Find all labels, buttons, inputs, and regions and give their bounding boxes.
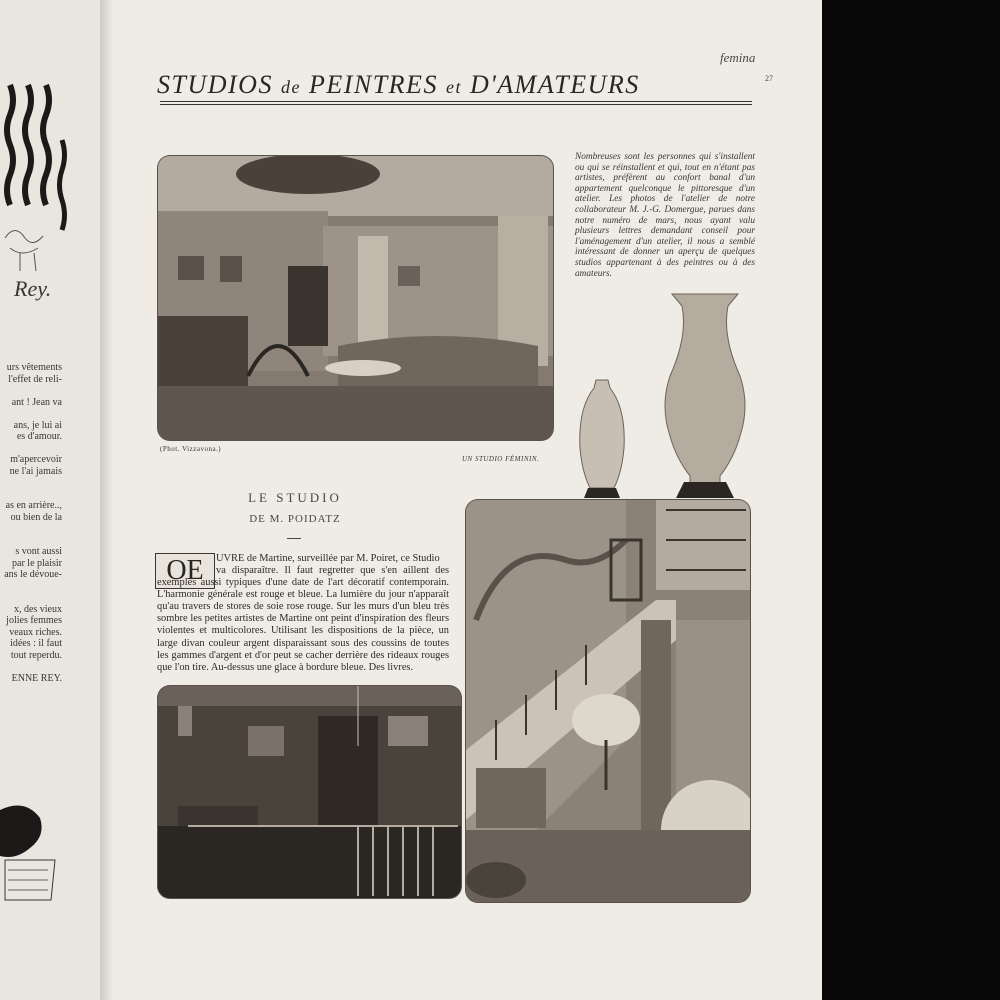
left-page-line [4, 523, 62, 535]
section-divider [287, 538, 301, 539]
title-rule [160, 104, 752, 105]
title-word: et [445, 77, 462, 97]
photo-poidatz-studio [466, 500, 750, 902]
left-page-line: x, des vieux [13, 603, 62, 615]
photo-studio-feminin [158, 156, 553, 440]
left-page-line [4, 661, 62, 673]
left-page-line: es d'amour. [16, 431, 62, 442]
left-page-line [4, 489, 62, 501]
small-vase [578, 378, 626, 500]
poidatz-room-scene [158, 686, 461, 898]
left-page-line [4, 385, 62, 397]
intro-paragraph: Nombreuses sont les personnes qui s'installent ou qui se réinstallent et qui, tout en n'étant pas artistes, préfèrent au confort banal d'un appartement quelconque le pittoresque d'un atelier. Les photos de l'atelier de notre collaborateur M. J.-G. Domergue, parues dans notre numéro de mars, nous ayant valu plusieurs lettres demandant conseil pour l'aménagement d'un atelier, il nous a semblé intéressant de donner un aperçu de quelques studios appartenant à des peintres ou à des amateurs. [575, 152, 755, 279]
left-page-line: jolies femmes [6, 615, 62, 626]
photo-poidatz-room [158, 686, 461, 898]
left-page-line: s vont aussi [15, 546, 62, 557]
photo-credit: (Phot. Vizzavona.) [160, 445, 222, 453]
left-page-line [4, 535, 62, 547]
large-vase [660, 292, 750, 502]
left-page-line: l'effet de reli- [8, 373, 62, 385]
left-page-line: idées : il faut [10, 638, 62, 649]
zigzag-illustration [0, 80, 80, 240]
left-page-line: as en arrière.., [5, 500, 62, 511]
section-heading-line2: DE M. POIDATZ [249, 513, 341, 525]
left-page-line: urs vêtements [6, 362, 62, 373]
body-text: va disparaître. Il faut regretter que s'en aillent des exemples aussi typiques d'une date de l'art décoratif contemporain. L'harmonie générale est rouge et bleue. La lumière du jour n'apparaît qu'au travers de stores de soie rose rouge. Sur les murs d'un bleu très sombre les petites artistes de Martine ont peint d'inspiration des fleurs violentes et multicolores. Utilisant les dispositions de la pièce, un large divan couleur argent disparaissant sous des coussins de toutes les gammes d'argent et d'or peut se cacher derrière des rideaux rouges que l'on tire. Au-dessus une glace à bordure bleue. Des livres. [157, 565, 449, 673]
left-page-line: ou bien de la [10, 511, 62, 523]
left-page-line: par le plaisir [12, 557, 62, 569]
left-page-text [4, 362, 62, 684]
left-page-line [4, 443, 62, 455]
title-word: PEINTRES [308, 70, 438, 99]
left-page-line: ant ! Jean va [11, 396, 62, 408]
left-page-line: ne l'ai jamais [9, 465, 62, 477]
section-heading-line1: LE STUDIO [248, 490, 342, 505]
magazine-name: femina [720, 50, 756, 65]
photo-caption: UN STUDIO FÉMININ. [462, 455, 540, 463]
left-page-line: m'apercevoir [10, 454, 62, 465]
left-page-line: ans le dévoue- [4, 569, 62, 580]
bird-illustration [0, 790, 70, 910]
left-page [0, 0, 108, 1000]
title-rule [160, 101, 752, 102]
body-first-line: UVRE de Martine, surveillée par M. Poiret, ce Studio [216, 553, 440, 564]
page-number: 27 [765, 74, 773, 83]
drop-cap: OE [155, 553, 215, 589]
title-word: de [280, 77, 301, 97]
left-page-line: veaux riches. [9, 626, 62, 638]
artist-signature: Rey. [14, 276, 52, 301]
studio-feminin-scene [158, 156, 553, 440]
left-page-line [4, 581, 62, 593]
title-word: STUDIOS [157, 70, 273, 99]
scan-background [822, 0, 1000, 1000]
left-page-line: ans, je lui ai [13, 419, 62, 431]
title-word: D'AMATEURS [469, 70, 640, 99]
left-page-line [4, 592, 62, 604]
poidatz-studio-scene [466, 500, 750, 902]
figure-sketch [0, 218, 60, 278]
left-page-line [4, 477, 62, 489]
left-page-line: tout reperdu. [10, 649, 62, 661]
left-page-line: ENNE REY. [11, 672, 62, 684]
page-title [157, 70, 757, 100]
left-page-line [4, 408, 62, 420]
